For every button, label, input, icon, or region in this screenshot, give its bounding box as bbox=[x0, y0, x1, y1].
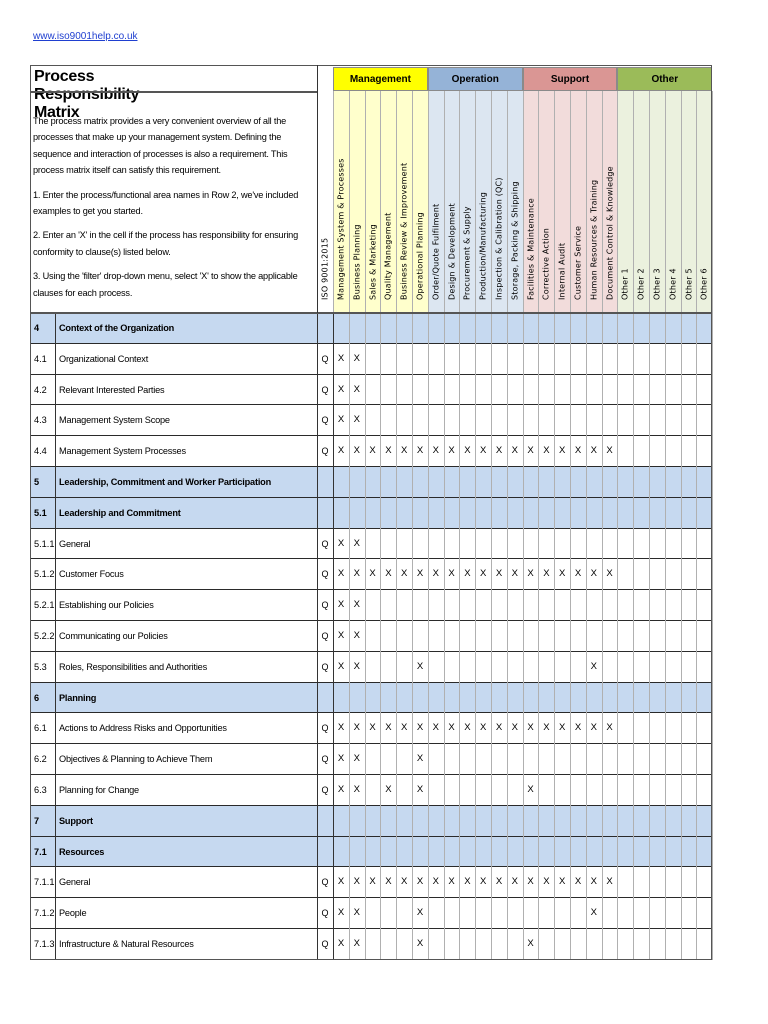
process-column-label: Corrective Action bbox=[541, 227, 551, 300]
process-column-label: Other 2 bbox=[636, 268, 646, 300]
clause-label: General bbox=[59, 538, 91, 549]
clause-number: 6.3 bbox=[34, 785, 47, 795]
process-column-label: Internal Audit bbox=[557, 242, 567, 300]
body-column-divider bbox=[712, 313, 713, 960]
header-column-divider bbox=[712, 91, 713, 313]
responsibility-mark[interactable]: X bbox=[337, 568, 345, 580]
responsibility-mark[interactable]: X bbox=[448, 722, 455, 734]
responsibility-mark[interactable]: X bbox=[480, 722, 487, 734]
clause-label: Customer Focus bbox=[59, 569, 124, 580]
clause-number: 6.2 bbox=[34, 754, 47, 765]
process-column-label: Business Planning bbox=[352, 224, 362, 300]
responsibility-mark[interactable]: X bbox=[559, 445, 566, 457]
process-column-label: Inspection & Calibration (QC) bbox=[494, 177, 504, 300]
responsibility-mark[interactable]: X bbox=[337, 537, 345, 549]
responsibility-mark[interactable]: X bbox=[574, 876, 582, 888]
responsibility-mark[interactable]: X bbox=[385, 568, 392, 580]
responsibility-mark[interactable]: X bbox=[353, 722, 360, 734]
process-column-label: Design & Development bbox=[447, 203, 457, 300]
responsibility-mark[interactable]: X bbox=[527, 784, 534, 795]
responsibility-mark[interactable]: X bbox=[432, 445, 439, 457]
responsibility-mark[interactable]: X bbox=[401, 445, 408, 457]
responsibility-mark[interactable]: X bbox=[590, 568, 597, 580]
clause-label: Planning bbox=[59, 692, 97, 703]
iso-marker: Q bbox=[321, 631, 329, 641]
column-group-support: Support bbox=[523, 67, 618, 91]
responsibility-mark[interactable]: X bbox=[511, 876, 518, 888]
header-divider bbox=[30, 312, 712, 314]
clause-number: 6 bbox=[34, 692, 40, 703]
responsibility-mark[interactable]: X bbox=[353, 938, 360, 949]
responsibility-mark[interactable]: X bbox=[543, 722, 550, 734]
responsibility-mark[interactable]: X bbox=[416, 568, 424, 580]
clause-number: 4.1 bbox=[34, 353, 47, 364]
responsibility-mark[interactable]: X bbox=[495, 876, 503, 888]
responsibility-mark[interactable]: X bbox=[448, 568, 455, 580]
iso-marker: Q bbox=[321, 446, 329, 457]
responsibility-mark[interactable]: X bbox=[353, 784, 360, 795]
header-left-divider bbox=[317, 65, 318, 313]
clause-label: Leadership and Commitment bbox=[59, 507, 181, 518]
iso-marker: Q bbox=[321, 939, 329, 949]
process-column-label: Order/Quote Fulfilment bbox=[431, 203, 441, 300]
responsibility-mark[interactable]: X bbox=[590, 445, 597, 457]
instruction-step-2: 2. Enter an 'X' in the cell if the process has responsibility for ensuring conformity to clause(s) listed below. bbox=[33, 230, 298, 257]
responsibility-mark[interactable]: X bbox=[464, 568, 471, 580]
process-column-label: Sales & Marketing bbox=[368, 224, 378, 300]
clause-number: 5 bbox=[34, 477, 40, 487]
responsibility-mark[interactable]: X bbox=[543, 568, 550, 580]
process-column-label: Other 3 bbox=[652, 268, 662, 300]
responsibility-mark[interactable]: X bbox=[337, 630, 345, 641]
clause-number: 5.2.1 bbox=[34, 600, 55, 611]
process-column-label: Production/Manufacturing bbox=[478, 192, 488, 300]
clause-label: Organizational Context bbox=[59, 353, 149, 364]
responsibility-mark[interactable]: X bbox=[464, 722, 471, 734]
website-link[interactable]: www.iso9001help.co.uk bbox=[33, 31, 138, 42]
responsibility-mark[interactable]: X bbox=[416, 722, 424, 734]
clause-label: General bbox=[59, 877, 91, 888]
responsibility-mark[interactable]: X bbox=[353, 352, 360, 364]
responsibility-mark[interactable]: X bbox=[590, 876, 597, 888]
responsibility-mark[interactable]: X bbox=[337, 753, 345, 765]
column-group-operation: Operation bbox=[428, 67, 523, 91]
clause-number: 4.2 bbox=[34, 384, 47, 395]
responsibility-mark[interactable]: X bbox=[353, 537, 360, 549]
page-title: Process Responsibility Matrix bbox=[34, 68, 140, 121]
column-group-management: Management bbox=[333, 67, 428, 91]
responsibility-mark[interactable]: X bbox=[495, 722, 503, 734]
responsibility-mark[interactable]: X bbox=[432, 722, 439, 734]
iso-marker: Q bbox=[321, 661, 329, 672]
responsibility-mark[interactable]: X bbox=[416, 784, 424, 795]
process-column-label: Management System & Processes bbox=[336, 158, 346, 300]
responsibility-mark[interactable]: X bbox=[527, 938, 534, 949]
responsibility-mark[interactable]: X bbox=[337, 876, 345, 888]
responsibility-mark[interactable]: X bbox=[448, 445, 455, 457]
clause-label: Support bbox=[59, 815, 93, 826]
process-column-label: Document Control & Knowledge bbox=[605, 166, 615, 300]
process-column-label: Business Review & Improvement bbox=[399, 162, 409, 300]
responsibility-mark[interactable]: X bbox=[337, 383, 345, 395]
clause-number: 4.3 bbox=[34, 415, 47, 426]
process-column-label: Other 1 bbox=[620, 268, 630, 300]
responsibility-mark[interactable]: X bbox=[416, 907, 424, 919]
responsibility-mark[interactable]: X bbox=[385, 876, 392, 888]
process-column-label: Other 4 bbox=[668, 268, 678, 300]
clause-label: Context of the Organization bbox=[59, 323, 175, 333]
responsibility-mark[interactable]: X bbox=[353, 630, 360, 641]
column-group-other: Other bbox=[617, 67, 712, 91]
clause-label: Planning for Change bbox=[59, 785, 139, 795]
process-column-label: Quality Management bbox=[383, 212, 393, 300]
clause-number: 5.2.2 bbox=[34, 631, 55, 641]
clause-number: 7.1 bbox=[34, 846, 47, 857]
clause-number: 5.1 bbox=[34, 507, 47, 518]
responsibility-mark[interactable]: X bbox=[464, 445, 471, 457]
responsibility-mark[interactable]: X bbox=[480, 445, 487, 457]
responsibility-mark[interactable]: X bbox=[527, 568, 534, 580]
clause-label: Objectives & Planning to Achieve Them bbox=[59, 754, 213, 765]
responsibility-mark[interactable]: X bbox=[385, 445, 392, 457]
responsibility-mark[interactable]: X bbox=[574, 445, 582, 457]
responsibility-mark[interactable]: X bbox=[369, 568, 376, 580]
responsibility-mark[interactable]: X bbox=[480, 568, 487, 580]
clause-label: Management System Processes bbox=[59, 446, 186, 457]
responsibility-mark[interactable]: X bbox=[416, 938, 424, 949]
clause-number: 7.1.3 bbox=[34, 939, 55, 949]
responsibility-mark[interactable]: X bbox=[353, 876, 360, 888]
responsibility-mark[interactable]: X bbox=[574, 722, 582, 734]
clause-label: Leadership, Commitment and Worker Participation bbox=[59, 477, 271, 487]
iso-marker: Q bbox=[321, 384, 329, 395]
responsibility-mark[interactable]: X bbox=[495, 568, 503, 580]
responsibility-mark[interactable]: X bbox=[416, 445, 424, 457]
clause-label: Communicating our Policies bbox=[59, 631, 168, 641]
responsibility-mark[interactable]: X bbox=[464, 876, 471, 888]
iso-marker: Q bbox=[321, 785, 329, 795]
responsibility-mark[interactable]: X bbox=[559, 568, 566, 580]
responsibility-mark[interactable]: X bbox=[495, 445, 503, 457]
clause-number: 7 bbox=[34, 815, 40, 826]
clause-number: 7.1.1 bbox=[34, 877, 55, 888]
responsibility-mark[interactable]: X bbox=[480, 876, 487, 888]
responsibility-mark[interactable]: X bbox=[385, 784, 392, 795]
iso-marker: Q bbox=[321, 723, 329, 734]
responsibility-mark[interactable]: X bbox=[543, 445, 550, 457]
iso-marker: Q bbox=[321, 569, 329, 580]
responsibility-mark[interactable]: X bbox=[385, 722, 392, 734]
responsibility-mark[interactable]: X bbox=[337, 722, 345, 734]
responsibility-mark[interactable]: X bbox=[337, 414, 345, 426]
clause-label: Relevant Interested Parties bbox=[59, 384, 165, 395]
responsibility-mark[interactable]: X bbox=[448, 876, 455, 888]
responsibility-mark[interactable]: X bbox=[369, 445, 376, 457]
responsibility-mark[interactable]: X bbox=[353, 568, 360, 580]
responsibility-mark[interactable]: X bbox=[511, 722, 518, 734]
process-column-label: Facilities & Maintenance bbox=[526, 198, 536, 300]
process-column-label: Other 5 bbox=[684, 268, 694, 300]
process-column-label: Procurement & Supply bbox=[462, 206, 472, 300]
clause-label: Establishing our Policies bbox=[59, 600, 154, 611]
responsibility-mark[interactable]: X bbox=[590, 907, 597, 919]
responsibility-mark[interactable]: X bbox=[416, 660, 424, 672]
responsibility-mark[interactable]: X bbox=[337, 938, 345, 949]
clause-number: 7.1.2 bbox=[34, 908, 55, 919]
intro-paragraph: The process matrix provides a very convenient overview of all the processes that make up your management system. Defining the sequence and interaction of processes is also a requirement. This process matrix itself can satisfy this requirement. bbox=[33, 116, 288, 176]
clause-number: 5.3 bbox=[34, 661, 47, 672]
responsibility-mark[interactable]: X bbox=[416, 753, 424, 765]
clause-number: 5.1.1 bbox=[34, 538, 55, 549]
responsibility-mark[interactable]: X bbox=[511, 568, 518, 580]
responsibility-mark[interactable]: X bbox=[337, 660, 345, 672]
iso-marker: Q bbox=[321, 877, 329, 888]
responsibility-mark[interactable]: X bbox=[353, 753, 360, 765]
clause-label: People bbox=[59, 908, 87, 919]
clause-label: Actions to Address Risks and Opportunities bbox=[59, 723, 227, 734]
responsibility-mark[interactable]: X bbox=[401, 568, 408, 580]
process-column-label: Human Resources & Training bbox=[589, 179, 599, 300]
clause-label: Roles, Responsibilities and Authorities bbox=[59, 661, 207, 672]
responsibility-mark[interactable]: X bbox=[543, 876, 550, 888]
responsibility-mark[interactable]: X bbox=[353, 907, 360, 919]
process-column-label: Operational Planning bbox=[415, 212, 425, 300]
responsibility-mark[interactable]: X bbox=[401, 722, 408, 734]
responsibility-mark[interactable]: X bbox=[606, 445, 613, 457]
process-column-label: Other 6 bbox=[699, 268, 709, 300]
responsibility-mark[interactable]: X bbox=[590, 660, 597, 672]
process-column-label: Storage, Packing & Shipping bbox=[510, 181, 520, 300]
iso-marker: Q bbox=[321, 353, 329, 364]
responsibility-mark[interactable]: X bbox=[337, 784, 345, 795]
responsibility-mark[interactable]: X bbox=[432, 568, 439, 580]
responsibility-mark[interactable]: X bbox=[416, 876, 424, 888]
clause-number: 4.4 bbox=[34, 446, 47, 457]
iso-marker: Q bbox=[321, 600, 329, 611]
iso-marker: Q bbox=[321, 538, 329, 549]
table-frame bbox=[30, 65, 712, 960]
iso-column-label: ISO 9001:2015 bbox=[320, 237, 330, 300]
responsibility-mark[interactable]: X bbox=[353, 445, 360, 457]
responsibility-mark[interactable]: X bbox=[401, 876, 408, 888]
responsibility-mark[interactable]: X bbox=[353, 383, 360, 395]
clause-number: 5.1.2 bbox=[34, 569, 55, 580]
clause-label: Infrastructure & Natural Resources bbox=[59, 939, 194, 949]
instruction-step-1: 1. Enter the process/functional area names in Row 2, we've included examples to get you started. bbox=[33, 189, 299, 217]
responsibility-mark[interactable]: X bbox=[511, 445, 518, 457]
responsibility-mark[interactable]: X bbox=[574, 568, 582, 580]
clause-label: Resources bbox=[59, 846, 105, 857]
responsibility-mark[interactable]: X bbox=[606, 722, 613, 734]
responsibility-mark[interactable]: X bbox=[559, 722, 566, 734]
responsibility-mark[interactable]: X bbox=[527, 876, 534, 888]
iso-marker: Q bbox=[321, 754, 329, 765]
responsibility-mark[interactable]: X bbox=[606, 876, 613, 888]
clause-number: 4 bbox=[34, 323, 40, 333]
responsibility-mark[interactable]: X bbox=[337, 907, 345, 919]
responsibility-mark[interactable]: X bbox=[353, 414, 360, 426]
responsibility-mark[interactable]: X bbox=[527, 722, 534, 734]
responsibility-mark[interactable]: X bbox=[590, 722, 597, 734]
responsibility-mark[interactable]: X bbox=[369, 876, 376, 888]
responsibility-mark[interactable]: X bbox=[369, 722, 376, 734]
responsibility-mark[interactable]: X bbox=[353, 660, 360, 672]
responsibility-mark[interactable]: X bbox=[337, 599, 345, 611]
process-column-label: Customer Service bbox=[573, 225, 583, 300]
iso-marker: Q bbox=[321, 908, 329, 919]
instruction-step-3: 3. Using the 'filter' drop-down menu, select 'X' to show the applicable clauses for each process. bbox=[33, 271, 298, 298]
responsibility-mark[interactable]: X bbox=[559, 876, 566, 888]
clause-number: 6.1 bbox=[34, 723, 47, 734]
responsibility-mark[interactable]: X bbox=[606, 568, 613, 580]
iso-marker: Q bbox=[321, 415, 329, 426]
responsibility-mark[interactable]: X bbox=[353, 599, 360, 611]
clause-label: Management System Scope bbox=[59, 415, 170, 426]
title-divider bbox=[30, 91, 317, 93]
responsibility-mark[interactable]: X bbox=[527, 445, 534, 457]
responsibility-mark[interactable]: X bbox=[337, 352, 345, 364]
responsibility-mark[interactable]: X bbox=[337, 445, 345, 457]
responsibility-mark[interactable]: X bbox=[432, 876, 439, 888]
